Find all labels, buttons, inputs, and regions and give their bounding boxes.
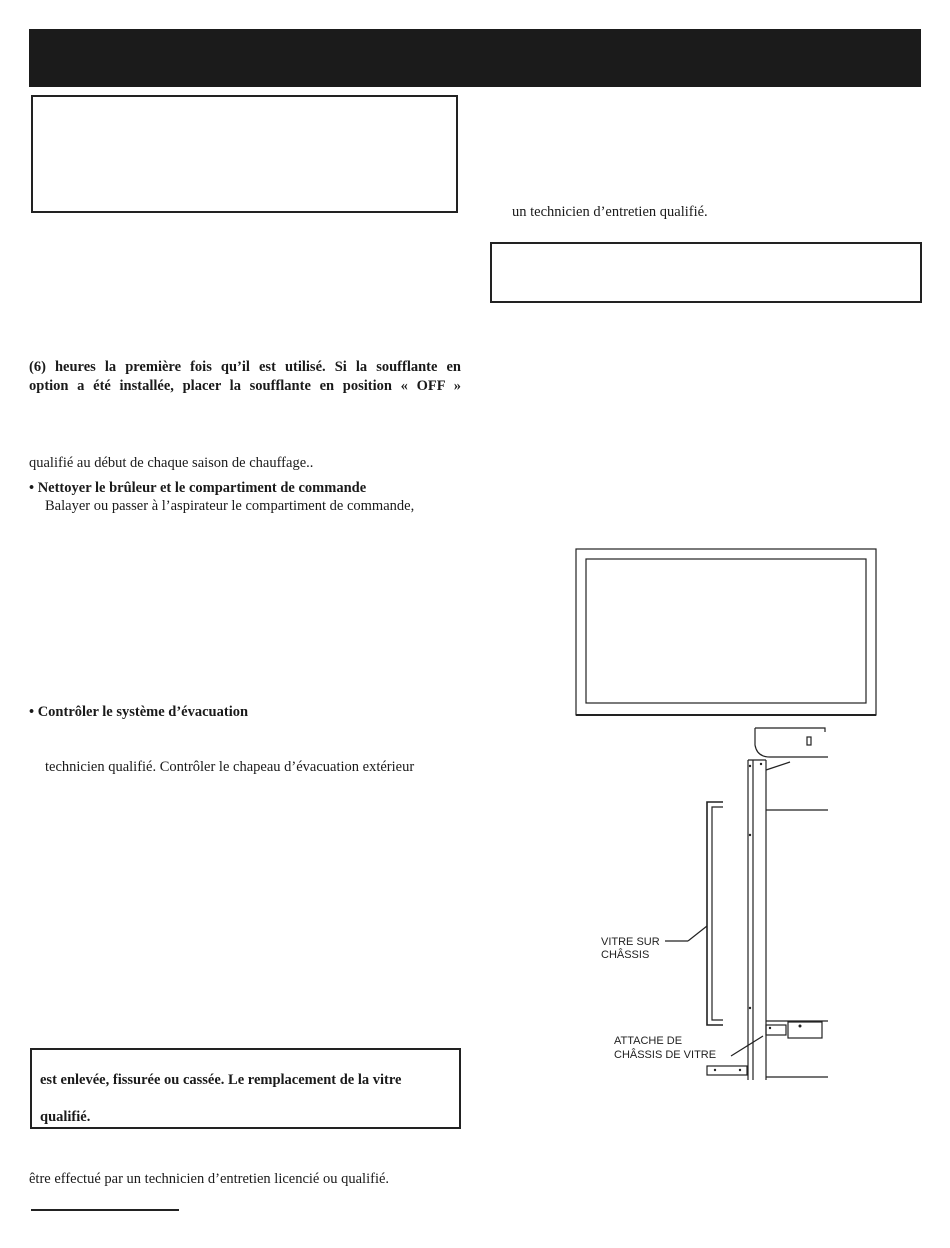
fireplace-glass-opening	[586, 559, 866, 703]
label-frame-clip-2: CHÂSSIS DE VITRE	[614, 1049, 717, 1061]
frame-clip-top	[766, 1025, 786, 1035]
vent-section-body: technicien qualifié. Contrôler le chapeau d’évacuation extérieur	[45, 759, 415, 775]
technician-line: un technicien d’entretien qualifié.	[512, 204, 708, 220]
label-frame-clip-1: ATTACHE DE	[614, 1035, 683, 1047]
label-glass-frame-2: CHÂSSIS	[601, 949, 650, 961]
burner-section-body: Balayer ou passer à l’aspirateur le compartiment de commande,	[45, 498, 415, 514]
season-check-line: qualifié au début de chaque saison de chauffage..	[29, 455, 314, 471]
first-use-line-1: (6) heures la première fois qu’il est utilisé. Si la soufflante en	[29, 359, 461, 375]
glass-warning-line-1: est enlevée, fissurée ou cassée. Le remplacement de la vitre	[40, 1072, 402, 1088]
burner-section-heading: • Nettoyer le brûleur et le compartiment de commande	[29, 480, 367, 496]
footer-line: être effectué par un technicien d’entretien licencié ou qualifié.	[29, 1171, 390, 1187]
glass-warning-line-2: qualifié.	[40, 1109, 91, 1125]
fireplace-outer-frame	[576, 549, 876, 715]
first-use-line-2: option a été installée, placer la soufflante en position « OFF »	[29, 378, 461, 394]
label-glass-frame-1: VITRE SUR	[601, 936, 660, 948]
top-bracket	[755, 728, 828, 757]
vent-section-heading: • Contrôler le système d’évacuation	[29, 704, 249, 720]
glass-frame-outer	[707, 802, 723, 1025]
frame-clip-bracket	[788, 1022, 822, 1038]
glass-frame-inner	[712, 807, 723, 1020]
